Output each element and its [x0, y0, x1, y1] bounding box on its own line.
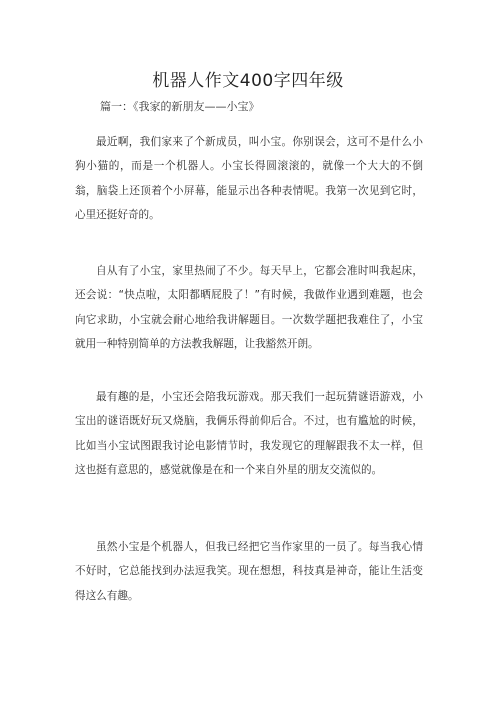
paragraph: 最有趣的是，小宝还会陪我玩游戏。那天我们一起玩猜谜语游戏，小宝出的谜语既好玩又烧脑，我俩乐得前仰后合。不过，也有尴尬的时候，比如当小宝试图跟我讨论电影情节时，我发现它的理解跟我不太一样，但这也挺有意思的，感觉就像是在和一个来自外星的朋友交流似的。	[75, 391, 423, 476]
paragraph: 自从有了小宝，家里热闹了不少。每天早上，它都会准时叫我起床，还会说：“快点啦，太阳都晒屁股了！”有时候，我做作业遇到难题，也会向它求助，小宝就会耐心地给我讲解题目。一次数学题把我难住了，小宝就用一种特别简单的方法教我解题，让我豁然开朗。	[75, 265, 423, 350]
article-subtitle: 篇一：《我家的新朋友——小宝》	[100, 100, 260, 113]
document-title: 机器人作文400字四年级	[152, 71, 344, 91]
paragraph: 虽然小宝是个机器人，但我已经把它当作家里的一员了。每当我心情不好时，它总能找到办法逗我笑。现在想想，科技真是神奇，能让生活变得这么有趣。	[75, 541, 423, 602]
paragraph: 最近啊，我们家来了个新成员，叫小宝。你别误会，这可不是什么小狗小猫的，而是一个机器人。小宝长得圆滚滚的，就像一个大大的不倒翁，脑袋上还顶着个小屏幕，能显示出各种表情呢。我第一次见到它时，心里还挺好奇的。	[75, 136, 423, 221]
